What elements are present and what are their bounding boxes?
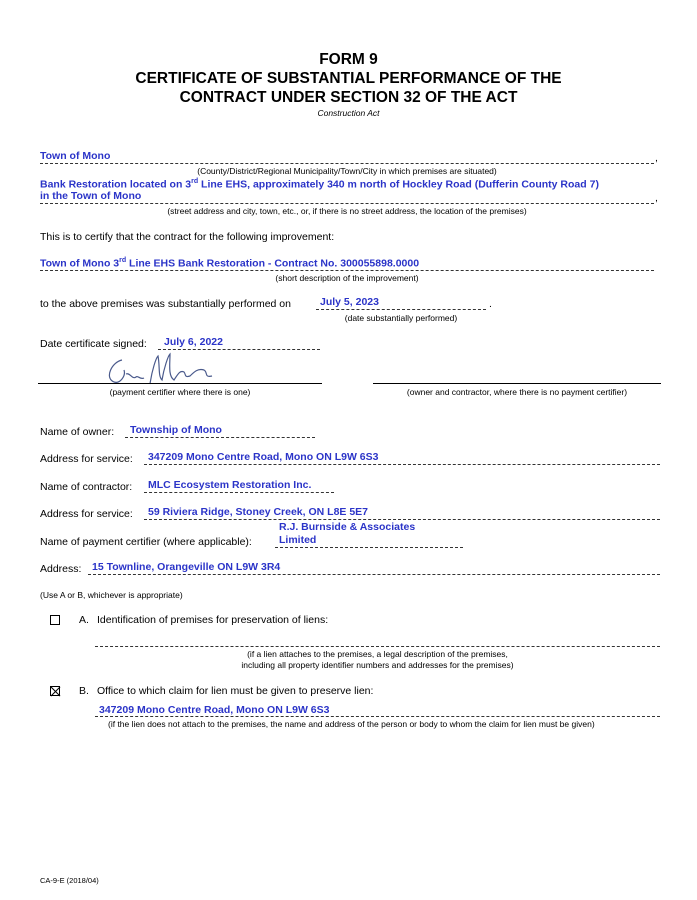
certifier-address-line [88,574,660,575]
contractor-value[interactable]: MLC Ecosystem Restoration Inc. [148,479,312,491]
form-title-line1: CERTIFICATE OF SUBSTANTIAL PERFORMANCE OF THE [135,70,562,87]
performed-date-line [316,309,486,310]
improvement-caption: (short description of the improvement) [275,273,419,283]
contractor-address-value[interactable]: 59 Riviera Ridge, Stoney Creek, ON L8E 5E7 [148,506,369,518]
options-instruction: (Use A or B, whichever is appropriate) [40,590,183,600]
performed-label: to the above premises was substantially performed on [40,298,291,310]
option-a-caption-line2: including all property identifier numbers and addresses for the premises) [241,660,514,670]
owner-value[interactable]: Township of Mono [130,424,222,436]
improvement-value[interactable]: Town of Mono 3rd Line EHS Bank Restoration - Contract No. 300055898.0000 [40,257,420,270]
form-number: FORM 9 [319,51,378,68]
option-b-value[interactable]: 347209 Mono Centre Road, Mono ON L9W 6S3 [99,704,330,716]
comma: , [655,192,658,204]
premises-address-value[interactable]: Bank Restoration located on 3rd Line EHS, approximately 340 m north of Hockley Road (Dufferin County Road 7) [40,178,599,191]
option-a-caption-line1: (if a lien attaches to the premises, a legal description of the premises, [247,649,508,659]
owner-contractor-signature-line [373,383,661,384]
certifier-address-label: Address: [40,563,82,575]
form-title-line2: CONTRACT UNDER SECTION 32 OF THE ACT [179,89,518,106]
certifier-signature-caption: (payment certifier where there is one) [109,387,251,397]
form-code: CA-9-E (2018/04) [40,876,99,885]
period: . [489,298,492,310]
certifier-value-line2[interactable]: Limited [279,534,317,546]
option-b-label: Office to which claim for lien must be given to preserve lien: [97,685,374,697]
option-a-line [95,646,660,647]
date-signed-value[interactable]: July 6, 2022 [164,336,223,348]
certifier-value-line1[interactable]: R.J. Burnside & Associates [279,521,416,533]
owner-address-value[interactable]: 347209 Mono Centre Road, Mono ON L9W 6S3 [148,451,379,463]
owner-address-line [144,464,660,465]
comma: , [655,152,658,164]
certifier-line [275,547,463,548]
certifier-signature-line [38,383,322,384]
option-a-label: Identification of premises for preservation of liens: [97,614,329,626]
option-a-letter: A. [79,614,89,626]
premises-address-caption: (street address and city, town, etc., or, if there is no street address, the location of the premises) [167,206,527,216]
date-signed-label: Date certificate signed: [40,338,147,350]
premises-address-line [40,203,654,204]
contractor-address-label: Address for service: [40,508,133,520]
performed-date-value[interactable]: July 5, 2023 [320,296,379,308]
certifier-address-value[interactable]: 15 Townline, Orangeville ON L9W 3R4 [92,561,281,573]
certify-statement: This is to certify that the contract for the following improvement: [40,231,335,243]
contractor-line [144,492,334,493]
option-b-line [95,716,660,717]
contractor-label: Name of contractor: [40,481,133,493]
contractor-address-line [144,519,660,520]
option-b-checkbox[interactable] [50,686,60,696]
improvement-line [40,270,654,271]
performed-date-caption: (date substantially performed) [344,313,458,323]
act-name: Construction Act [317,108,380,118]
owner-contractor-signature-caption: (owner and contractor, where there is no payment certifier) [406,387,628,397]
owner-line [125,437,315,438]
option-a-checkbox[interactable] [50,615,60,625]
owner-label: Name of owner: [40,426,115,438]
premises-address-value-line2[interactable]: in the Town of Mono [40,190,142,202]
option-b-letter: B. [79,685,89,697]
municipality-value[interactable]: Town of Mono [40,150,111,162]
owner-address-label: Address for service: [40,453,133,465]
certifier-label: Name of payment certifier (where applicable): [40,536,252,548]
option-b-caption: (if the lien does not attach to the premises, the name and address of the person or body to whom the claim for lien must be given) [108,719,595,729]
municipality-line [40,163,654,164]
municipality-caption: (County/District/Regional Municipality/Town/City in which premises are situated) [197,166,497,176]
